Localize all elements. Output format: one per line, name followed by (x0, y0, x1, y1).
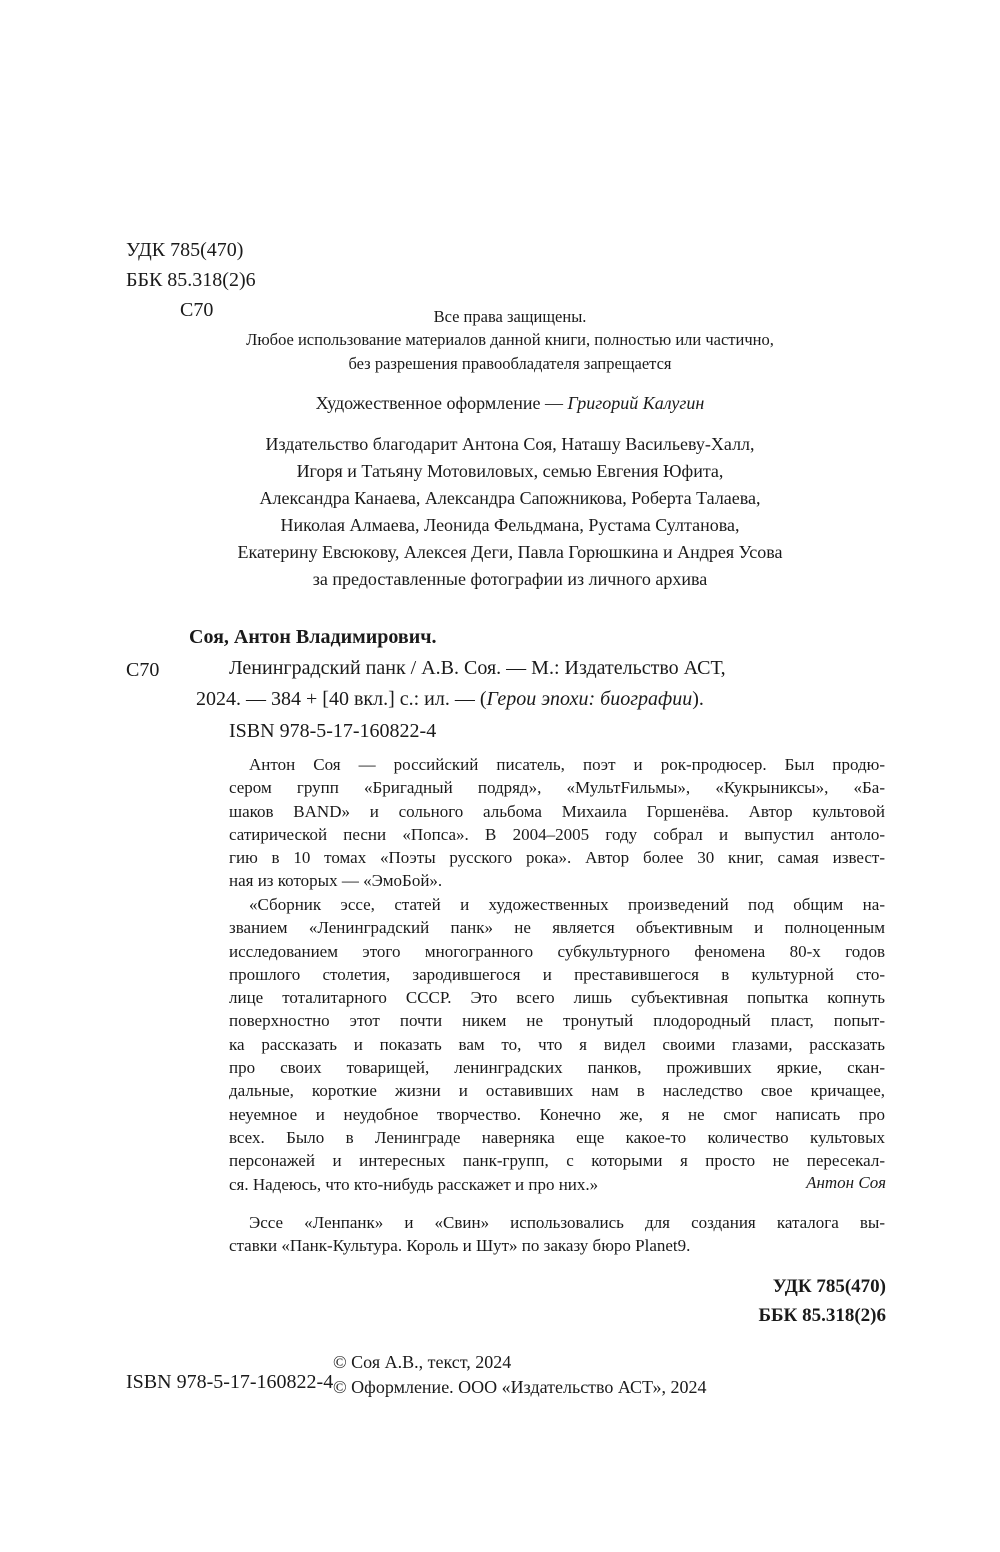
rights-line-2: Любое использование материалов данной книги, полностью или частично, (246, 330, 774, 349)
rights-line-3: без разрешения правообладателя запрещается (348, 354, 672, 373)
footer-bbk: ББК 85.318(2)6 (758, 1305, 886, 1326)
annotation-quote: «Сборник эссе, статей и художественных произведений под общим на- званием «Ленинградский панк» не является объективным и полноценным исследованием этого многогранного субкультурного феномена 80-х годов прошлого столетия, зародившегося и преставившегося в культурной сто- лице тоталитарного СССР. Это всего лишь субъективная попытка копнуть поверхностно этот почти никем не тронутый плодородный пласт, попыт- ка рассказать и показать вам то, что я видел своими глазами, рассказать про своих товарищей, ленинградских панков, проживших яркие, скан- дальные, короткие жизни и оставивших нам в наследство свое кричащее, неуемное и неудобное творчество. Конечно же, я не смог написать про всех. Было в Ленинграде наверняка еще какое-то количество культовых персонажей и интересных панк-групп, с которыми я просто не пересекал- ся. Надеюсь, что кто-нибудь расскажет и про них.» (229, 895, 885, 1194)
annotation-note: Эссе «Ленпанк» и «Свин» использовались для создания каталога вы- ставки «Панк-Культура. Король и Шут» по заказу бюро Planet9. (229, 1213, 885, 1256)
catalog-title-line: Ленинградский панк / А.В. Соя. — М.: Издательство АСТ, (229, 657, 726, 679)
ack-line-3: Александра Канаева, Александра Сапожникова, Роберта Талаева, (259, 488, 761, 508)
design-credit (130, 393, 890, 414)
design-credit-name: Григорий Калугин (567, 393, 705, 413)
ack-line-6: за предоставленные фотографии из личного архива (312, 569, 708, 589)
rights-line-1: Все права защищены. (433, 307, 587, 326)
quote-author: Антон Соя (806, 1173, 886, 1192)
series-title: Герои эпохи: биографии (486, 688, 693, 710)
copyright-design: © Оформление. ООО «Издательство АСТ», 2024 (333, 1377, 707, 1397)
catalog-author: Соя, Антон Владимирович. (189, 626, 437, 648)
bbk-code: ББК 85.318(2)6 (126, 269, 256, 291)
author-sign: С70 (180, 299, 214, 321)
catalog-sign: С70 (126, 659, 160, 681)
ack-line-5: Екатерину Евсюкову, Алексея Деги, Павла Горюшкина и Андрея Усова (237, 542, 783, 562)
catalog-isbn: ISBN 978-5-17-160822-4 (229, 720, 437, 742)
ack-line-4: Николая Алмаева, Леонида Фельдмана, Рустама Султанова, (280, 515, 740, 535)
footer-isbn: ISBN 978-5-17-160822-4 (126, 1371, 334, 1393)
catalog-imprint-line: 2024. — 384 + [40 вкл.] с.: ил. — (Герои эпохи: биографии). (196, 688, 704, 710)
annotation-bio: Антон Соя — российский писатель, поэт и рок-продюсер. Был продю- сером групп «Бригадный подряд», «МультFильмы», «Кукрыниксы», «Ба- шаков BAND» и сольного альбома Михаила Горшенёва. Автор культовой сатирической песни «Попса». В 2004–2005 году собрал и выпустил антоло- гию в 10 томах «Поэты русского рока». Автор более 30 книг, самая извест- ная из которых — «ЭмоБой». (229, 755, 885, 891)
ack-line-1: Издательство благодарит Антона Соя, Наташу Васильеву-Халл, (265, 434, 755, 454)
ack-line-2: Игоря и Татьяну Мотовиловых, семью Евгения Юфита, (296, 461, 724, 481)
copyright-text: © Соя А.В., текст, 2024 (333, 1352, 512, 1372)
udk-code: УДК 785(470) (126, 239, 244, 261)
design-credit-label: Художественное оформление — (315, 393, 568, 413)
footer-udk: УДК 785(470) (772, 1276, 886, 1297)
